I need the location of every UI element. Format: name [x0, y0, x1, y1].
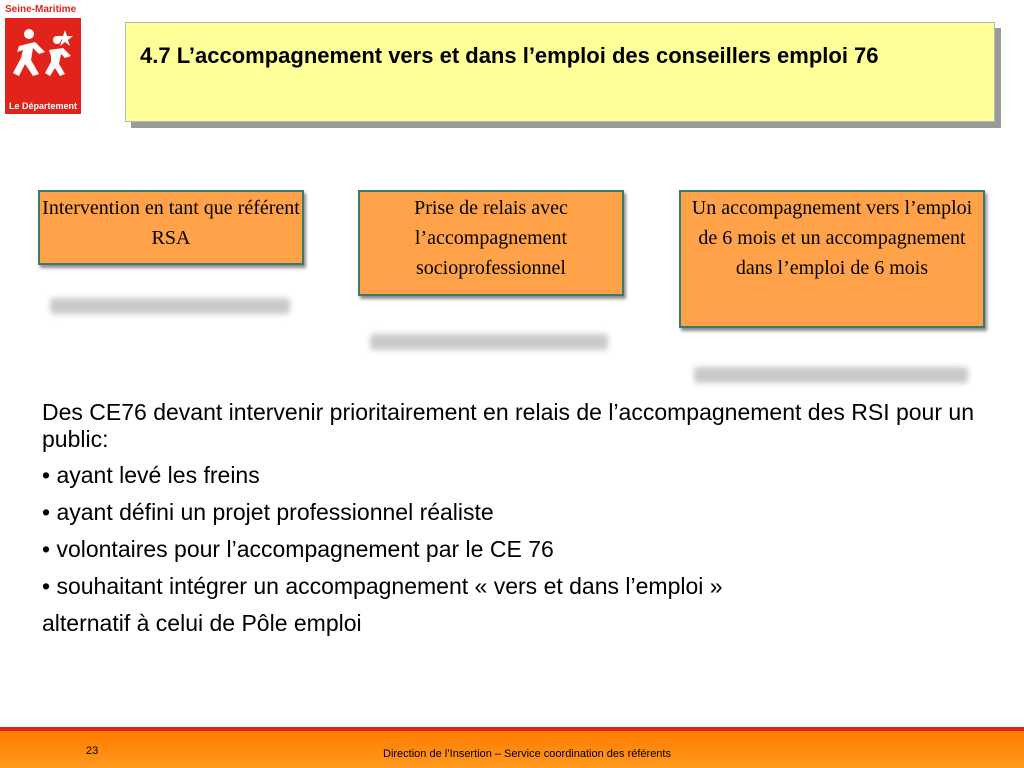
logo-figures-icon	[5, 18, 81, 114]
body-closing: alternatif à celui de Pôle emploi	[42, 610, 362, 636]
box-referent-rsa	[38, 190, 304, 265]
bullet-item: • ayant levé les freins	[42, 462, 260, 488]
logo-emblem	[5, 18, 81, 114]
box-prise-de-relais	[358, 190, 624, 296]
box-prise-de-relais-text: Prise de relais avec l’accompagnement socioprofessionnel	[414, 197, 568, 279]
logo-bottom-text: Le Département	[8, 101, 78, 111]
body-intro: Des CE76 devant intervenir prioritairement en relais de l’accompagnement des RSI pour un public:	[42, 399, 974, 452]
blurred-label	[370, 334, 608, 350]
footer-text: Direction de l’Insertion – Service coordination des référents	[383, 748, 671, 760]
box-accompagnement	[679, 190, 985, 328]
logo-seine-maritime	[5, 4, 81, 112]
bullet-item: • souhaitant intégrer un accompagnement « vers et dans l’emploi »	[42, 573, 723, 599]
bullet-item: • ayant défini un projet professionnel réaliste	[42, 499, 494, 525]
box-accompagnement-text: Un accompagnement vers l’emploi de 6 mois et un accompagnement dans l’emploi de 6 mois	[691, 197, 973, 279]
blurred-label	[50, 298, 290, 314]
bullet-item: • volontaires pour l’accompagnement par le CE 76	[42, 536, 554, 562]
page-number: 23	[86, 745, 99, 757]
box-referent-rsa-text: Intervention en tant que référent RSA	[42, 197, 300, 249]
slide-title: 4.7 L’accompagnement vers et dans l’emploi des conseillers emploi 76	[140, 43, 879, 68]
title-box	[125, 22, 995, 122]
blurred-label	[694, 367, 968, 383]
body-text	[42, 399, 1002, 642]
logo-top-text: Seine-Maritime	[5, 4, 77, 15]
